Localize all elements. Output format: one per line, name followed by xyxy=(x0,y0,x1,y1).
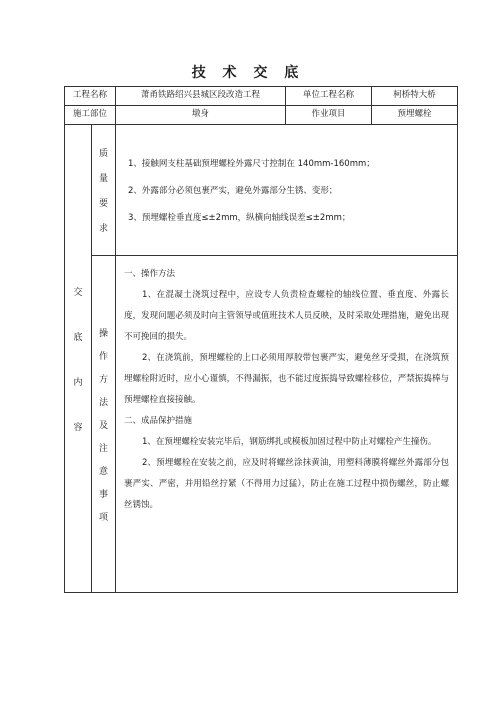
quality-requirements-label xyxy=(92,125,116,256)
project-name-value: 萧甬铁路绍兴县城区段改造工程 xyxy=(116,87,286,106)
operation-char: 项 xyxy=(98,512,108,523)
operation-char: 方 xyxy=(98,374,108,385)
unit-project-value: 柯桥特大桥 xyxy=(372,87,458,106)
header-row-part xyxy=(65,106,458,125)
construction-part-label: 施工部位 xyxy=(65,106,116,125)
quality-line: 3、预埋螺栓垂直度≤±2mm，纵横向轴线误差≤±2mm； xyxy=(128,212,351,223)
disclosure-table xyxy=(64,86,458,593)
quality-line: 2、外露部分必须包裹严实，避免外露部分生锈、变形； xyxy=(128,185,338,196)
construction-part-value: 墩身 xyxy=(116,106,286,125)
operation-char: 事 xyxy=(98,489,108,500)
operation-char: 法 xyxy=(98,397,108,408)
operation-char: 意 xyxy=(98,466,108,477)
operation-char: 作 xyxy=(98,351,108,362)
quality-char: 要 xyxy=(98,199,108,209)
work-item-label: 作业项目 xyxy=(286,106,372,125)
side-char: 底 xyxy=(73,332,83,343)
operation-method-content xyxy=(116,256,458,593)
operation-row xyxy=(65,256,458,593)
header-row-project xyxy=(65,87,458,106)
section-heading-operation: 一、操作方法 xyxy=(124,269,176,279)
quality-row xyxy=(65,125,458,256)
protection-paragraph: 2、预埋螺栓在安装之前，应及时将螺丝涂抹黄油，用塑料薄膜将螺丝外露部分包裹严实、严密，并用铅丝拧紧（不得用力过猛），防止在施工过程中损伤螺丝，防止螺丝锈蚀。 xyxy=(124,458,450,510)
operation-char: 操 xyxy=(98,328,108,339)
work-item-value: 预埋螺栓 xyxy=(372,106,458,125)
operation-char: 及 xyxy=(98,420,108,431)
disclosure-content-label xyxy=(65,125,92,593)
operation-paragraph: 1、在混凝土浇筑过程中，应设专人负责检查螺栓的轴线位置、垂直度、外露长度，发现问题必须及时向主管领导或值班技术人员反映，及时采取处理措施，避免出现不可挽回的损失。 xyxy=(124,290,450,342)
side-char: 交 xyxy=(73,287,83,298)
quality-char: 量 xyxy=(98,174,108,184)
operation-paragraph: 2、在浇筑前，预埋螺栓的上口必须用厚胶带包裹严实，避免丝牙受损，在浇筑预埋螺栓附近时，应小心谨慎，不得漏振，也不能过度振捣导致螺栓移位，严禁振捣棒与预埋螺栓直接接触。 xyxy=(124,353,450,405)
protection-paragraph: 1、在预埋螺栓安装完毕后，钢筋绑扎或模板加固过程中防止对螺栓产生撞伤。 xyxy=(142,437,437,447)
document-title: 技 术 交 底 xyxy=(191,65,305,81)
quality-requirements-content xyxy=(116,125,458,256)
side-char: 容 xyxy=(73,422,83,433)
unit-project-label: 单位工程名称 xyxy=(286,87,372,106)
operation-method-label xyxy=(92,256,116,593)
side-char: 内 xyxy=(73,377,83,388)
project-name-label: 工程名称 xyxy=(65,87,116,106)
quality-char: 求 xyxy=(98,224,108,234)
section-heading-protection: 二、成品保护措施 xyxy=(124,416,193,426)
operation-char: 注 xyxy=(98,443,108,454)
quality-line: 1、接触网支柱基础预埋螺栓外露尺寸控制在 140mm-160mm； xyxy=(128,158,375,169)
quality-char: 质 xyxy=(98,149,108,159)
